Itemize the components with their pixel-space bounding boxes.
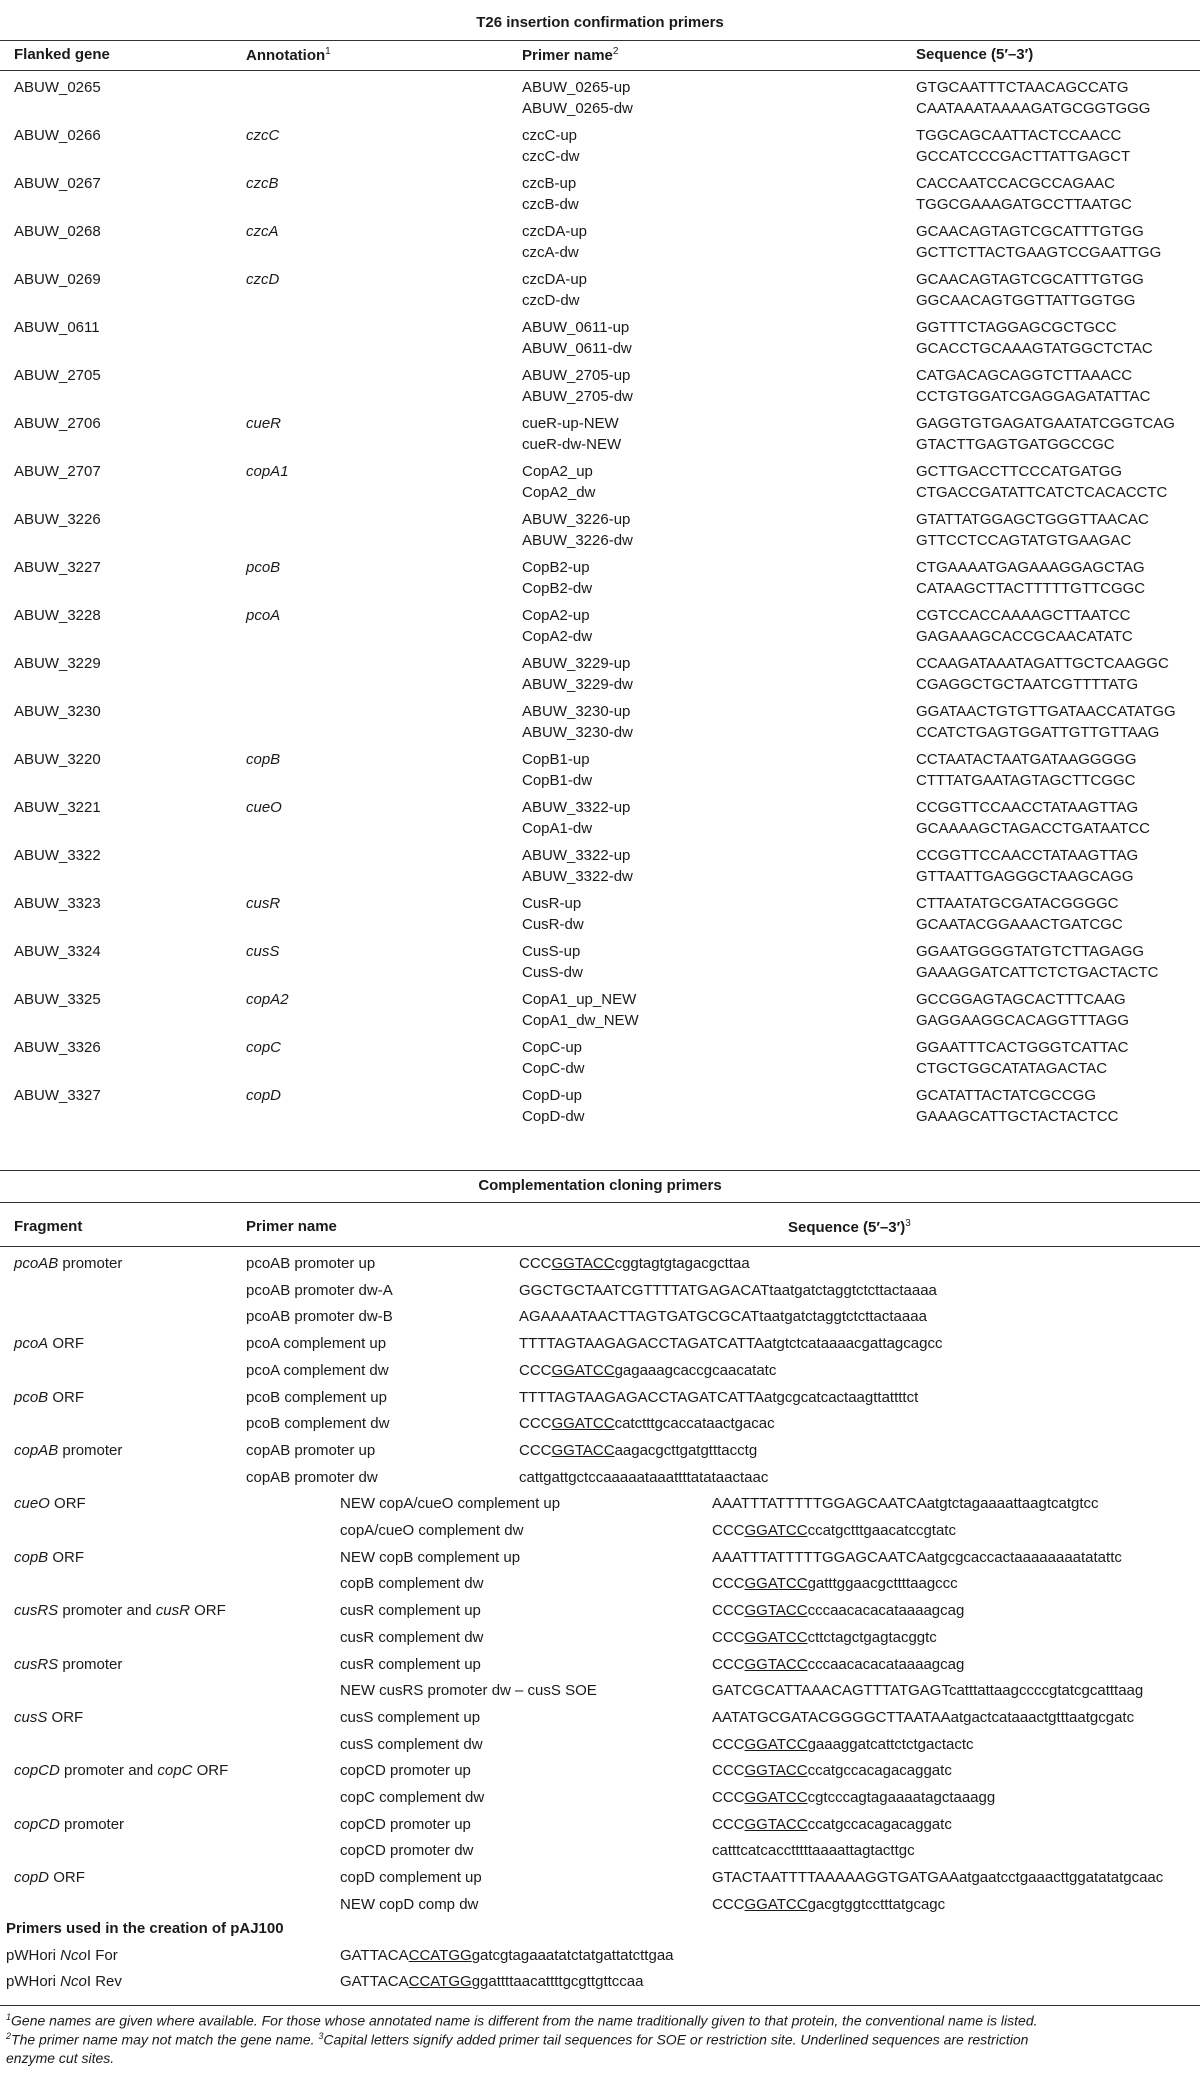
primer-name: CopB2-dw [522, 580, 593, 597]
flanked-gene: ABUW_3325 [14, 991, 101, 1008]
sequence: GATTACACCATGGgatcgtagaaatatctatgattatcttgaa [340, 1947, 674, 1964]
sequence: CAATAAATAAAAGATGCGGTGGG [916, 100, 1151, 117]
sequence: CTGCTGGCATATAGACTAC [916, 1060, 1108, 1077]
primer-name: ABUW_3322-up [522, 847, 631, 864]
primer-name: CopA2_dw [522, 484, 596, 501]
annotation: copC [246, 1039, 282, 1056]
primer-name: CopA2-up [522, 607, 590, 624]
primer-name: czcB-up [522, 175, 577, 192]
primer-name: ABUW_0265-dw [522, 100, 633, 117]
flanked-gene: ABUW_3229 [14, 655, 101, 672]
sequence: GTGCAATTTCTAACAGCCATG [916, 79, 1129, 96]
primer-name: pWHori NcoI For [6, 1947, 118, 1964]
sequence: CTGACCGATATTCATCTCACACCTC [916, 484, 1168, 501]
primer-name: copCD promoter up [340, 1815, 471, 1833]
sequence: GCCATCCCGACTTATTGAGCT [916, 148, 1131, 165]
annotation: pcoB [246, 559, 281, 576]
fragment-label: copCD promoter [14, 1815, 125, 1833]
annotation: czcD [246, 271, 280, 288]
primer-name: CopA2_up [522, 463, 593, 480]
primer-name: CopA1-dw [522, 820, 593, 837]
primer-name: NEW copD comp dw [340, 1895, 479, 1913]
annotation: cusS [246, 943, 280, 960]
primer-name: ABUW_0611-dw [522, 340, 632, 357]
sequence: CCCGGTACCcccaacacacataaaagcag [712, 1602, 965, 1620]
annotation: cueR [246, 415, 282, 432]
flanked-gene: ABUW_3226 [14, 511, 101, 528]
sequence: TGGCGAAAGATGCCTTAATGC [916, 196, 1132, 213]
section2-title-rule [0, 1202, 1200, 1203]
flanked-gene: ABUW_3323 [14, 895, 101, 912]
sequence: AGAAAATAACTTAGTGATGCGCATtaatgatctaggtctcttactaaaa [519, 1308, 927, 1326]
annotation: copA1 [246, 463, 289, 480]
primer-name: copAB promoter up [246, 1441, 376, 1459]
flanked-gene: ABUW_2706 [14, 415, 101, 432]
sequence: GAGGTGTGAGATGAATATCGGTCAG [916, 415, 1175, 432]
primer-name: czcDA-up [522, 223, 588, 240]
section2-header-rule [0, 1246, 1200, 1247]
primer-name: pWHori NcoI Rev [6, 1973, 122, 1990]
primer-name: czcDA-up [522, 271, 588, 288]
primer-name: ABUW_2705-dw [522, 388, 633, 405]
footnote-2: $^2$The primer name may not match the gene name. $^3$Capital letters signify added primer tail sequences for SOE or restriction site. Underlined sequences are restriction [6, 2031, 1029, 2048]
fragment-label: copAB promoter [14, 1441, 123, 1459]
flanked-gene: ABUW_3230 [14, 703, 101, 720]
footnote-3: enzyme cut sites. [6, 2050, 115, 2066]
sequence: GCAACAGTAGTCGCATTTGTGG [916, 271, 1144, 288]
primer-name: ABUW_3230-up [522, 703, 631, 720]
header-annotation: Annotation$^1$ [246, 46, 331, 64]
sequence: GAAAGCATTGCTACTACTCC [916, 1108, 1119, 1125]
primer-name: CopA1_dw_NEW [522, 1012, 639, 1029]
fragment-label: pcoB ORF [14, 1388, 85, 1406]
sequence: CTGAAAATGAGAAAGGAGCTAG [916, 559, 1145, 576]
primer-name: CusR-dw [522, 916, 584, 933]
sequence: GCATATTACTATCGCCGG [916, 1087, 1096, 1104]
flanked-gene: ABUW_0268 [14, 223, 101, 240]
primer-name: copB complement dw [340, 1575, 484, 1593]
sequence: GTTCCTCCAGTATGTGAAGAC [916, 532, 1132, 549]
sequence: CCTGTGGATCGAGGAGATATTAC [916, 388, 1151, 405]
flanked-gene: ABUW_3227 [14, 559, 101, 576]
primer-name: ABUW_3229-dw [522, 676, 633, 693]
sequence: GCAAAAGCTAGACCTGATAATCC [916, 820, 1150, 837]
sequence: CCCGGATCCcatctttgcaccataactgacac [519, 1415, 775, 1433]
primer-name: copCD promoter dw [340, 1842, 474, 1860]
primer-name: CopD-up [522, 1087, 583, 1104]
primer-name: NEW cusRS promoter dw – cusS SOE [340, 1682, 597, 1700]
sequence: CCCGGTACCcggtagtgtagacgcttaa [519, 1255, 750, 1272]
sequence: CCCGGATCCccatgctttgaacatccgtatc [712, 1522, 956, 1539]
header-sequence-2: Sequence $(5'-3')^3$ [788, 1218, 911, 1236]
annotation: cueO [246, 799, 282, 816]
sequence: TGGCAGCAATTACTCCAACC [916, 127, 1122, 144]
sequence: CCATCTGAGTGGATTGTTGTTAAG [916, 724, 1160, 741]
primer-name: ABUW_3322-up [522, 799, 631, 816]
sequence: CTTAATATGCGATACGGGGC [916, 895, 1119, 912]
annotation: cusR [246, 895, 281, 912]
primer-name: czcB-dw [522, 196, 579, 213]
annotation: copB [246, 751, 281, 768]
primer-name: CopA1_up_NEW [522, 991, 637, 1008]
sequence: GCCGGAGTAGCACTTTCAAG [916, 991, 1126, 1008]
primer-name: ABUW_3322-dw [522, 868, 633, 885]
header-fragment: Fragment [14, 1218, 83, 1235]
fragment-label: pcoAB promoter [14, 1255, 123, 1272]
primer-name: czcD-dw [522, 292, 580, 309]
annotation: copA2 [246, 991, 289, 1008]
flanked-gene: ABUW_3228 [14, 607, 101, 624]
flanked-gene: ABUW_3220 [14, 751, 101, 768]
header-flanked-gene: Flanked gene [14, 46, 110, 63]
flanked-gene: ABUW_0611 [14, 319, 100, 336]
primer-name: cusS complement dw [340, 1735, 483, 1753]
fragment-label: cusRS promoter and cusR ORF [14, 1602, 226, 1620]
sequence: CCCGGTACCccatgccacagacaggatc [712, 1815, 952, 1833]
sequence: CACCAATCCACGCCAGAAC [916, 175, 1115, 192]
flanked-gene: ABUW_0265 [14, 79, 101, 96]
primer-name: pcoA complement dw [246, 1361, 389, 1379]
sequence: CCGGTTCCAACCTATAAGTTAG [916, 847, 1139, 864]
flanked-gene: ABUW_0267 [14, 175, 101, 192]
sequence: cattgattgctccaaaaataaattttatataactaac [519, 1468, 769, 1486]
sequence: GCTTGACCTTCCCATGATGG [916, 463, 1123, 480]
primer-name: czcC-up [522, 127, 578, 144]
fragment-label: pcoA ORF [14, 1335, 85, 1353]
primer-name: copA/cueO complement dw [340, 1522, 524, 1539]
primer-name: CusS-up [522, 943, 581, 960]
sequence: CGTCCACCAAAAGCTTAATCC [916, 607, 1131, 624]
primer-name: copAB promoter dw [246, 1468, 378, 1486]
flanked-gene: ABUW_2705 [14, 367, 101, 384]
annotation: copD [246, 1087, 282, 1104]
sequence: CCCGGTACCcccaacacacataaaagcag [712, 1655, 965, 1673]
primer-name: czcA-dw [522, 244, 579, 261]
sequence: GGATAACTGTGTTGATAACCATATGG [916, 703, 1176, 720]
primer-name: CusS-dw [522, 964, 583, 981]
section1-title: T26 insertion confirmation primers [476, 14, 724, 31]
annotation: czcC [246, 127, 280, 144]
primer-name: cusS complement up [340, 1708, 481, 1726]
annotation: pcoA [246, 607, 281, 624]
sequence: GTACTTGAGTGATGGCCGC [916, 436, 1115, 453]
fragment-label: cusRS promoter [14, 1655, 123, 1673]
primer-name: cusR complement dw [340, 1628, 484, 1646]
primer-name: cueR-up-NEW [522, 415, 619, 432]
primer-name: NEW copA/cueO complement up [340, 1495, 561, 1513]
fragment-label: cusS ORF [14, 1708, 84, 1726]
sequence: GGTTTCTAGGAGCGCTGCC [916, 319, 1117, 336]
primer-name: ABUW_3226-dw [522, 532, 633, 549]
sequence: GTACTAATTTTAAAAAGGTGATGAAatgaatcctgaaacttggatatatgcaac [712, 1869, 1164, 1887]
primer-name: pcoAB promoter up [246, 1255, 376, 1272]
footnote-1: $^1$Gene names are given where available. For those whose annotated name is different from the name traditionally given to that protein, the conventional name is listed. [6, 2012, 1038, 2029]
sequence: TTTTAGTAAGAGACCTAGATCATTAatgcgcatcactaagttattttct [519, 1388, 919, 1406]
primer-name: ABUW_3226-up [522, 511, 631, 528]
primer-name: CusR-up [522, 895, 582, 912]
primer-name: ABUW_2705-up [522, 367, 631, 384]
sequence: GAGAAAGCACCGCAACATATC [916, 628, 1133, 645]
sequence: GAGGAAGGCACAGGTTTAGG [916, 1012, 1130, 1029]
sequence: GCTTCTTACTGAAGTCCGAATTGG [916, 244, 1162, 261]
flanked-gene: ABUW_3322 [14, 847, 101, 864]
flanked-gene: ABUW_3221 [14, 799, 101, 816]
sequence: CCAAGATAAATAGATTGCTCAAGGC [916, 655, 1169, 672]
primer-name: pcoA complement up [246, 1335, 387, 1353]
primer-name: pcoB complement up [246, 1388, 387, 1406]
flanked-gene: ABUW_3324 [14, 943, 101, 960]
flanked-gene: ABUW_2707 [14, 463, 101, 480]
sequence: GTATTATGGAGCTGGGTTAACAC [916, 511, 1149, 528]
fragment-label: copB ORF [14, 1548, 85, 1566]
section2-top-rule [0, 1170, 1200, 1171]
sequence: GGCTGCTAATCGTTTTATGAGACATtaatgatctaggtctcttactaaaa [519, 1281, 937, 1299]
fragment-label: cueO ORF [14, 1495, 86, 1513]
footnote-rule [0, 2005, 1200, 2006]
section1-header-rule [0, 70, 1200, 71]
annotation: czcA [246, 223, 279, 240]
header-sequence: Sequence (5′–3′) [916, 46, 1034, 63]
sequence: CCCGGATCCgacgtggtcctttatgcagc [712, 1895, 946, 1913]
sequence: TTTTAGTAAGAGACCTAGATCATTAatgtctcataaaacgattagcagcc [519, 1335, 943, 1353]
primer-name: pcoAB promoter dw-A [246, 1281, 393, 1299]
primer-name: NEW copB complement up [340, 1548, 521, 1566]
sequence: GATTACACCATGGggattttaacattttgcgttgttccaa [340, 1973, 644, 1990]
primer-name: CopA2-dw [522, 628, 593, 645]
sequence: AAATTTATTTTTGGAGCAATCAatgcgcaccactaaaaaaaatatattc [712, 1548, 1122, 1566]
sequence: GGCAACAGTGGTTATTGGTGG [916, 292, 1136, 309]
header-primer-name-2: Primer name [246, 1218, 337, 1235]
sequence: AAATTTATTTTTGGAGCAATCAatgtctagaaaattaagtcatgtcc [712, 1495, 1099, 1513]
flanked-gene: ABUW_0269 [14, 271, 101, 288]
primer-name: copC complement dw [340, 1789, 485, 1806]
sequence: CCCGGTACCaagacgcttgatgtttacctg [519, 1441, 758, 1459]
sequence: GCAATACGGAAACTGATCGC [916, 916, 1123, 933]
fragment-label: copCD promoter and copC ORF [14, 1762, 229, 1780]
sequence: GGAATTTCACTGGGTCATTAC [916, 1039, 1129, 1056]
sequence: GTTAATTGAGGGCTAAGCAGG [916, 868, 1134, 885]
sequence: AATATGCGATACGGGGCTTAATAAatgactcataaactgtttaatgcgatc [712, 1708, 1135, 1726]
primer-name: CopC-dw [522, 1060, 585, 1077]
primer-name: CopB2-up [522, 559, 590, 576]
sequence: GATCGCATTAAACAGTTTATGAGTcatttattaagccccgtatcgcatttaag [712, 1682, 1144, 1700]
sequence: CCCGGATCCcgtcccagtagaaaatagctaaagg [712, 1789, 996, 1806]
sequence: GCAACAGTAGTCGCATTTGTGG [916, 223, 1144, 240]
primer-name: CopB1-up [522, 751, 590, 768]
flanked-gene: ABUW_3326 [14, 1039, 101, 1056]
sequence: CCGGTTCCAACCTATAAGTTAG [916, 799, 1139, 816]
primer-name: CopC-up [522, 1039, 583, 1056]
annotation: czcB [246, 175, 279, 192]
primer-name: ABUW_3230-dw [522, 724, 633, 741]
sequence: catttcatcacctttttaaaattagtacttgc [712, 1842, 915, 1860]
sequence: CCTAATACTAATGATAAGGGGG [916, 751, 1137, 768]
primer-name: ABUW_0265-up [522, 79, 631, 96]
primer-name: cueR-dw-NEW [522, 436, 622, 453]
primer-name: cusR complement up [340, 1602, 481, 1620]
sequence: GCACCTGCAAAGTATGGCTCTAC [916, 340, 1153, 357]
primer-name: cusR complement up [340, 1655, 481, 1673]
sequence: GGAATGGGGTATGTCTTAGAGG [916, 943, 1145, 960]
sequence: CCCGGATCCgagaaagcaccgcaacatatc [519, 1361, 777, 1379]
sequence: CCCGGATCCcttctagctgagtacggtc [712, 1628, 937, 1646]
primer-name: czcC-dw [522, 148, 580, 165]
primer-name: pcoAB promoter dw-B [246, 1308, 393, 1326]
section2-title: Complementation cloning primers [478, 1177, 722, 1194]
primer-name: copCD promoter up [340, 1762, 471, 1780]
primer-name: CopD-dw [522, 1108, 585, 1125]
primer-name: pcoB complement dw [246, 1415, 390, 1433]
sequence: CCCGGATCCgatttggaacgcttttaagccc [712, 1575, 958, 1593]
sequence: CATGACAGCAGGTCTTAAACC [916, 367, 1133, 384]
header-primer-name: Primer name$^2$ [522, 46, 619, 64]
section1-top-rule [0, 40, 1200, 41]
primer-name: CopB1-dw [522, 772, 593, 789]
sequence: CCCGGTACCccatgccacagacaggatc [712, 1762, 952, 1780]
sequence: CCCGGATCCgaaaggatcattctctgactactc [712, 1735, 974, 1753]
flanked-gene: ABUW_3327 [14, 1087, 101, 1104]
primer-name: ABUW_0611-up [522, 319, 630, 336]
section3-title: Primers used in the creation of pAJ100 [6, 1920, 284, 1937]
sequence: GAAAGGATCATTCTCTGACTACTC [916, 964, 1159, 981]
sequence: CTTTATGAATAGTAGCTTCGGC [916, 772, 1136, 789]
flanked-gene: ABUW_0266 [14, 127, 101, 144]
sequence: CATAAGCTTACTTTTTGTTCGGC [916, 580, 1146, 597]
primer-name: ABUW_3229-up [522, 655, 631, 672]
sequence: CGAGGCTGCTAATCGTTTTATG [916, 676, 1139, 693]
fragment-label: copD ORF [14, 1869, 85, 1887]
primer-name: copD complement up [340, 1869, 482, 1887]
